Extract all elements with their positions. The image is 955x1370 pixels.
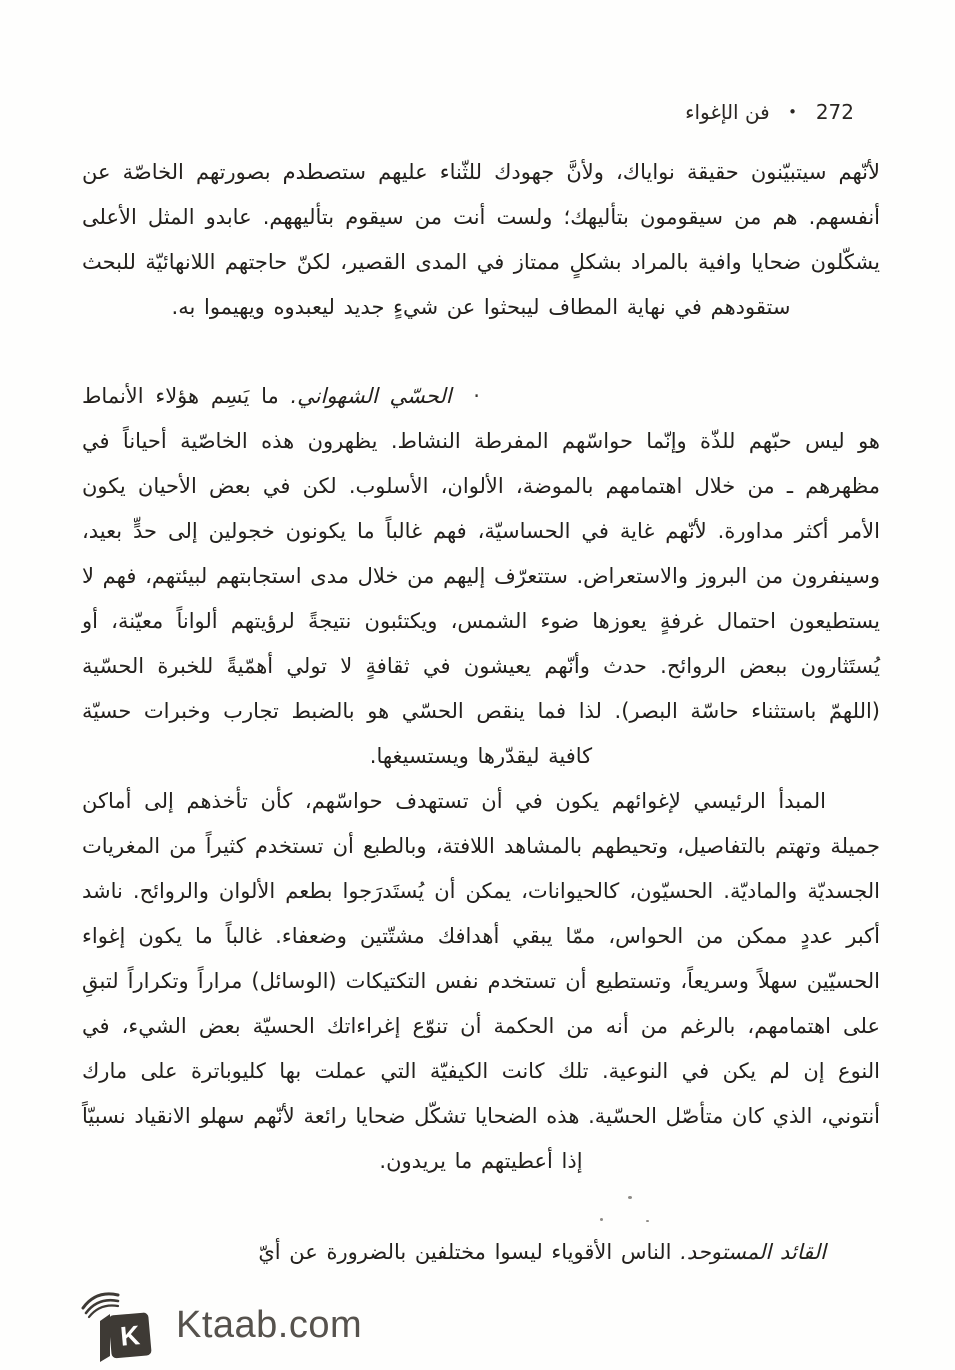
paragraph-text: الناس الأقوياء ليسوا مختلفين بالضرورة عن أيّ xyxy=(258,1240,672,1264)
body-paragraph-lonely-leader xyxy=(82,1230,880,1275)
scan-speck xyxy=(646,1220,649,1222)
paragraph-text: المبدأ الرئيسي لإغوائهم يكون في أن تستهدف حواسّهم، كأن تأخذهم إلى أماكن جميلة وتهتم بالتفاصيل، وتحيطهم بالمشاهد اللافتة، وبالطبع أن تستخدم كثيراً من المغريات الجسديّة والماديّة. الحسيّون، كالحيوانات، يمكن أن يُستَدرَجوا بطعم الألوان والروائح. ناشد أكبر عددٍ ممكن من الحواس، ممّا يبقي أهدافك مشتّتين وضعفاء. غالباً ما يكون إغواء الحسيّين سهلاً وسريعاً، وتستطيع أن تستخدم نفس التكتيكات (الوسائل) مراراً وتكراراً لتبقِ على اهتمامهم، بالرغم من أنه من الحكمة أن تنوّع إغراءاتك الحسيّة بعض الشيء، في النوع إن لم يكن في النوعية. تلك كانت الكيفيّة التي عملت بها كليوباترة على مارك أنتوني، الذي كان متأصّل الحسّية. هذه الضحايا تشكّل ضحايا رائعة لأنّهم سهلو الانقياد نسبيّاً إذا أعطيتهم ما يريدون. xyxy=(82,789,880,1173)
body-paragraph-idol-worshipers xyxy=(82,150,880,330)
page-header xyxy=(82,100,880,124)
text-column xyxy=(82,0,880,1275)
ktaab-site-name: Ktaab.com xyxy=(176,1303,363,1346)
scan-speck xyxy=(628,1196,632,1199)
scan-speck xyxy=(600,1218,603,1221)
scan-stray-dot: · xyxy=(473,384,480,408)
body-paragraph-seduction-principle xyxy=(82,779,880,1184)
bullet-separator-icon: • xyxy=(788,103,798,121)
paragraph-text: ما يَسِم هؤلاء الأنماط هو ليس حبّهم للذّة وإنّما حواسّهم المفرطة النشاط. يظهرون هذه الخاصّية أحياناً في مظهرهم ـ من خلال اهتمامهم بالموضة، الألوان، الأسلوب. لكن في بعض الأحيان يكون الأمر أكثر مداورة. لأنّهم غاية في الحساسيّة، فهم غالباً ما يكونون خجولين إلى حدٍّ بعيد، وسينفرون من البروز والاستعراض. ستتعرّف إليهم من خلال مدى استجابتهم لبيئتهم، فهم لا يستطيعون احتمال غرفةٍ يعوزها ضوء الشمس، ويكتئبون نتيجةً لرؤيتهم ألواناً معيّنة، أو يُستَثارون ببعض الروائح. حدث وأنّهم يعيشون في ثقافةٍ لا تولي أهمّيةً للخبرة الحسّية (اللهمّ باستثناء حاسّة البصر). لذا فما ينقص الحسّي هو بالضبط تجارب وخبرات حسيّة كافية ليقدّرها ويستسيغها. xyxy=(82,384,880,768)
logo-letter: K xyxy=(118,1320,142,1352)
book-title: فن الإغواء xyxy=(685,100,770,124)
victim-type-sensualist-label: الحسّي الشهواني. xyxy=(290,384,452,408)
ktaab-watermark xyxy=(80,1288,362,1362)
paragraph-text: لأنّهم سيتبيّنون حقيقة نواياك، ولأنَّ جهودك للثّناء عليهم ستصطدم بصورتهم الخاصّة عن أنفسهم. هم من سيقومون بتأليهك؛ ولست أنت من سيقوم بتأليههم. عابدو المثل الأعلى يشكّلون ضحايا وافية بالمراد بشكلٍ ممتاز في المدى القصير، لكنّ حاجتهم اللانهائيّة للبحث ستقودهم في نهاية المطاف ليبحثوا عن شيءٍ جديد ليعبدوه ويهيموا به. xyxy=(82,160,880,319)
victim-type-lonely-leader-label: القائد المستوحد. xyxy=(680,1240,826,1264)
body-paragraph-sensualist xyxy=(82,374,880,779)
ktaab-book-logo-icon xyxy=(80,1288,156,1362)
page-number: 272 xyxy=(815,100,854,124)
